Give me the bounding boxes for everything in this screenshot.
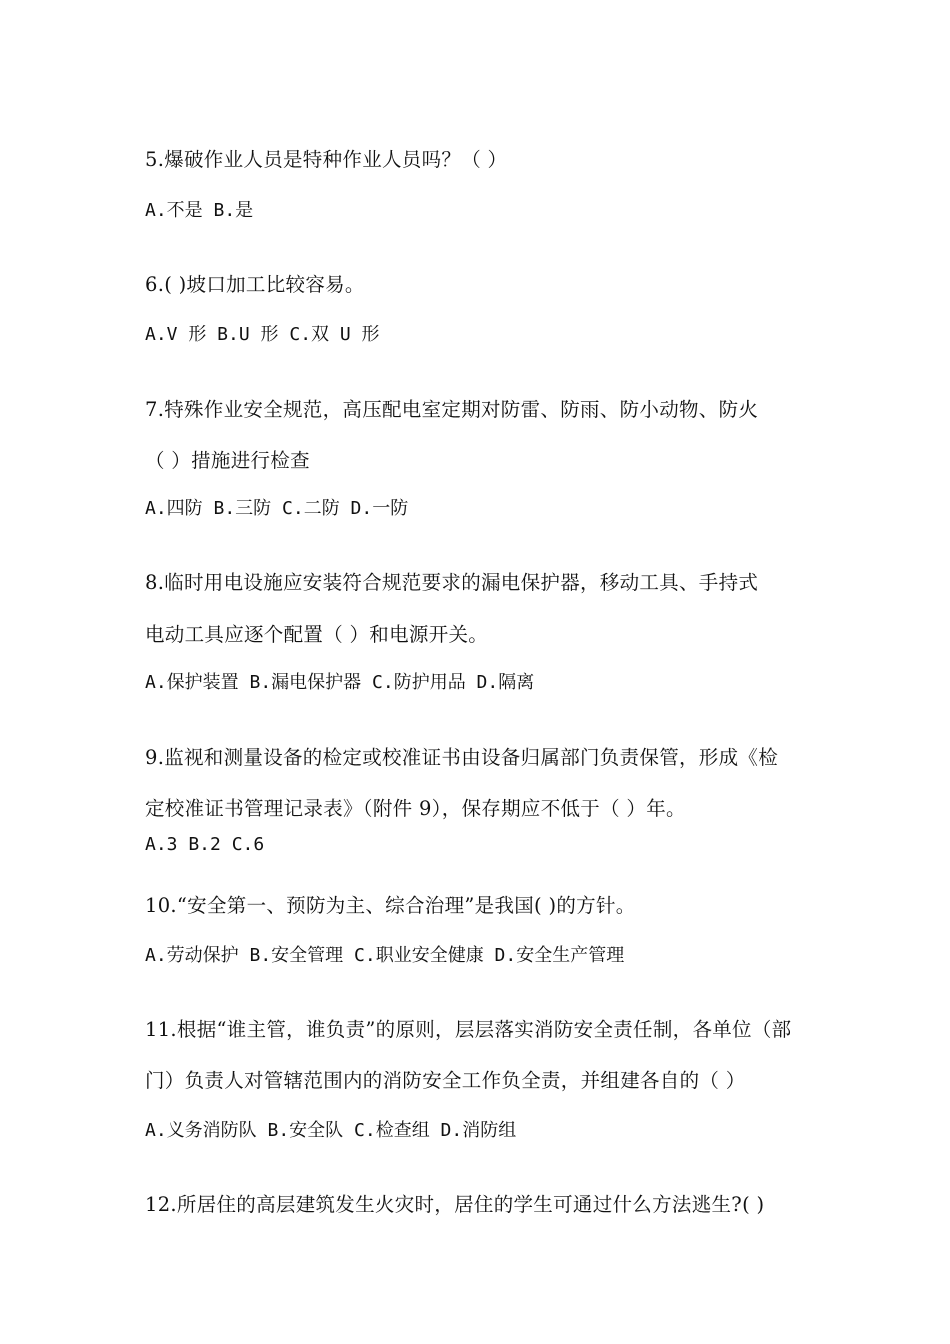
question-9-text-line-2: 定校准证书管理记录表》（附件 9），保存期应不低于（ ）年。 <box>145 797 686 820</box>
question-8-text-line-1: 8.临时用电设施应安装符合规范要求的漏电保护器，移动工具、手持式 <box>145 571 759 594</box>
question-7-options: A.四防 B.三防 C.二防 D.一防 <box>145 498 409 519</box>
question-6-options: A.V 形 B.U 形 C.双 U 形 <box>145 324 380 345</box>
question-6-text: 6.( )坡口加工比较容易。 <box>145 273 365 296</box>
question-9-options: A.3 B.2 C.6 <box>145 834 265 855</box>
question-5-text: 5.爆破作业人员是特种作业人员吗？（ ） <box>145 148 508 171</box>
question-11-options: A.义务消防队 B.安全队 C.检查组 D.消防组 <box>145 1120 517 1141</box>
question-12-text: 12.所居住的高层建筑发生火灾时，居住的学生可通过什么方法逃生?( ) <box>145 1193 765 1216</box>
question-9-text-line-1: 9.监视和测量设备的检定或校准证书由设备归属部门负责保管，形成《检 <box>145 746 779 769</box>
question-8-text-line-2: 电动工具应逐个配置（ ）和电源开关。 <box>145 623 489 646</box>
question-8-options: A.保护装置 B.漏电保护器 C.防护用品 D.隔离 <box>145 672 535 693</box>
question-7-text-line-1: 7.特殊作业安全规范，高压配电室定期对防雷、防雨、防小动物、防火 <box>145 398 759 421</box>
question-11-text-line-2: 门）负责人对管辖范围内的消防安全工作负全责，并组建各自的（ ） <box>145 1069 746 1092</box>
question-10-options: A.劳动保护 B.安全管理 C.职业安全健康 D.安全生产管理 <box>145 945 625 966</box>
question-10-text: 10.“安全第一、预防为主、综合治理”是我国( )的方针。 <box>145 894 636 917</box>
question-7-text-line-2: （ ）措施进行检查 <box>145 449 310 472</box>
question-5-options: A.不是 B.是 <box>145 200 254 221</box>
question-11-text-line-1: 11.根据“谁主管，谁负责”的原则，层层落实消防安全责任制，各单位（部 <box>145 1018 792 1041</box>
